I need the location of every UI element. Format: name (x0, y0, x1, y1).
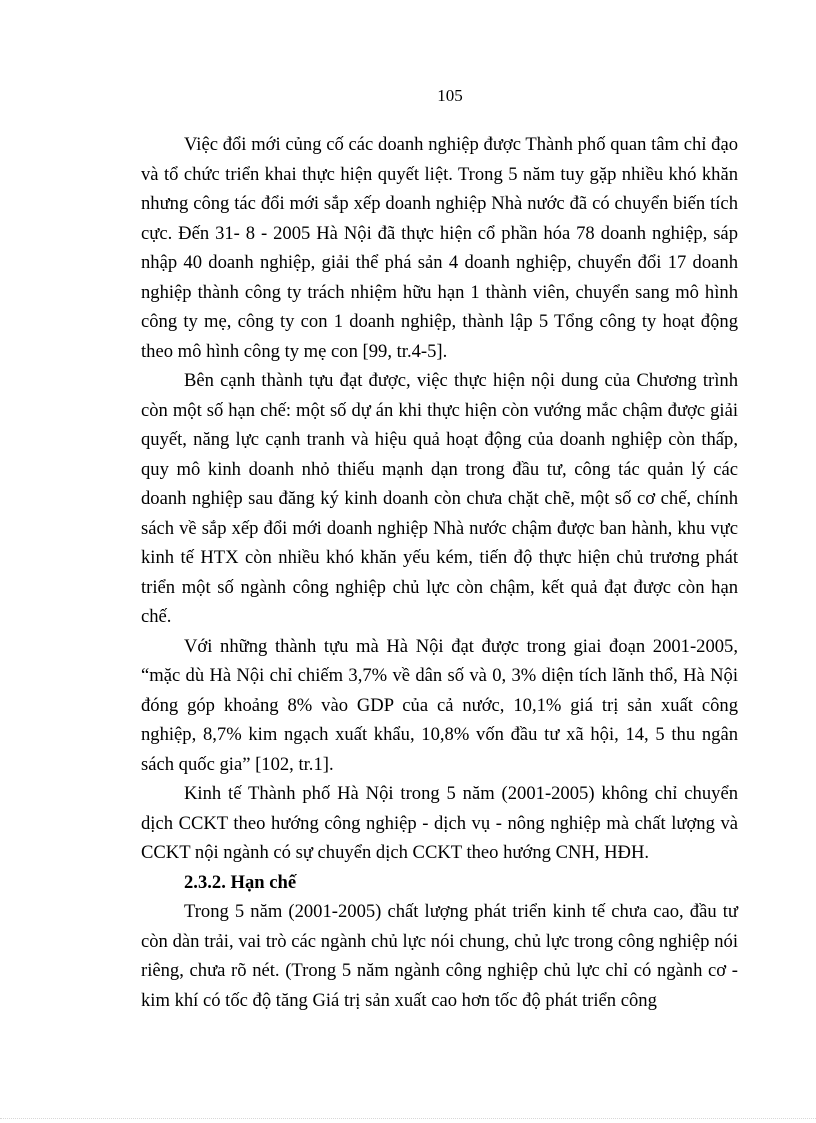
paragraph-section-text: Trong 5 năm (2001-2005) chất lượng phát triển kinh tế chưa cao, đầu tư còn dàn trải, vai trò các ngành chủ lực nói chung, chủ lực trong công nghiệp nói riêng, chưa rõ nét. (Trong 5 năm ngành công nghiệp chủ lực chỉ có ngành cơ - kim khí có tốc độ tăng Giá trị sản xuất cao hơn tốc độ phát triển công (141, 901, 738, 1011)
paragraph-enterprise-reform: Việc đổi mới củng cố các doanh nghiệp được Thành phố quan tâm chỉ đạo và tổ chức triển khai thực hiện quyết liệt. Trong 5 năm tuy gặp nhiều khó khăn nhưng công tác đổi mới sắp xếp doanh nghiệp Nhà nước đã có chuyển biến tích cực. Đến 31- 8 - 2005 Hà Nội đã thực hiện cổ phần hóa 78 doanh nghiệp, sáp nhập 40 doanh nghiệp, giải thể phá sản 4 doanh nghiệp, chuyển đổi 17 doanh nghiệp thành công ty trách nhiệm hữu hạn 1 thành viên, chuyển sang mô hình công ty mẹ, công ty con 1 doanh nghiệp, thành lập 5 Tổng công ty hoạt động theo mô hình công ty mẹ con [99, tr.4-5]. (141, 134, 738, 362)
page-bottom-divider (0, 1118, 816, 1119)
paragraph-achievements-quote: Với những thành tựu mà Hà Nội đạt được trong giai đoạn 2001-2005, “mặc dù Hà Nội chỉ chiếm 3,7% về dân số và 0, 3% diện tích lãnh thổ, Hà Nội đóng góp khoảng 8% vào GDP của cả nước, 10,1% giá trị sản xuất công nghiệp, 8,7% kim ngạch xuất khẩu, 10,8% vốn đầu tư xã hội, 14, 5 thu ngân sách quốc gia” [102, tr.1]. (141, 635, 738, 775)
page-body (141, 130, 738, 1015)
paragraph-limitations: Bên cạnh thành tựu đạt được, việc thực hiện nội dung của Chương trình còn một số hạn chế: một số dự án khi thực hiện còn vướng mắc chậm được giải quyết, năng lực cạnh tranh và hiệu quả hoạt động của doanh nghiệp còn thấp, quy mô kinh doanh nhỏ thiếu mạnh dạn trong đầu tư, công tác quản lý các doanh nghiệp sau đăng ký kinh doanh còn chưa chặt chẽ, một số cơ chế, chính sách về sắp xếp đổi mới doanh nghiệp Nhà nước chậm được ban hành, khu vực kinh tế HTX còn nhiều khó khăn yếu kém, tiến độ thực hiện chủ trương phát triển một số ngành công nghiệp chủ lực còn chậm, kết quả đạt được còn hạn chế. (141, 370, 738, 627)
paragraph-economic-structure: Kinh tế Thành phố Hà Nội trong 5 năm (2001-2005) không chỉ chuyển dịch CCKT theo hướng công nghiệp - dịch vụ - nông nghiệp mà chất lượng và CCKT nội ngành có sự chuyển dịch CCKT theo hướng CNH, HĐH. (141, 783, 738, 863)
section-heading: 2.3.2. Hạn chế (184, 871, 297, 893)
page-number: 105 (437, 86, 463, 105)
